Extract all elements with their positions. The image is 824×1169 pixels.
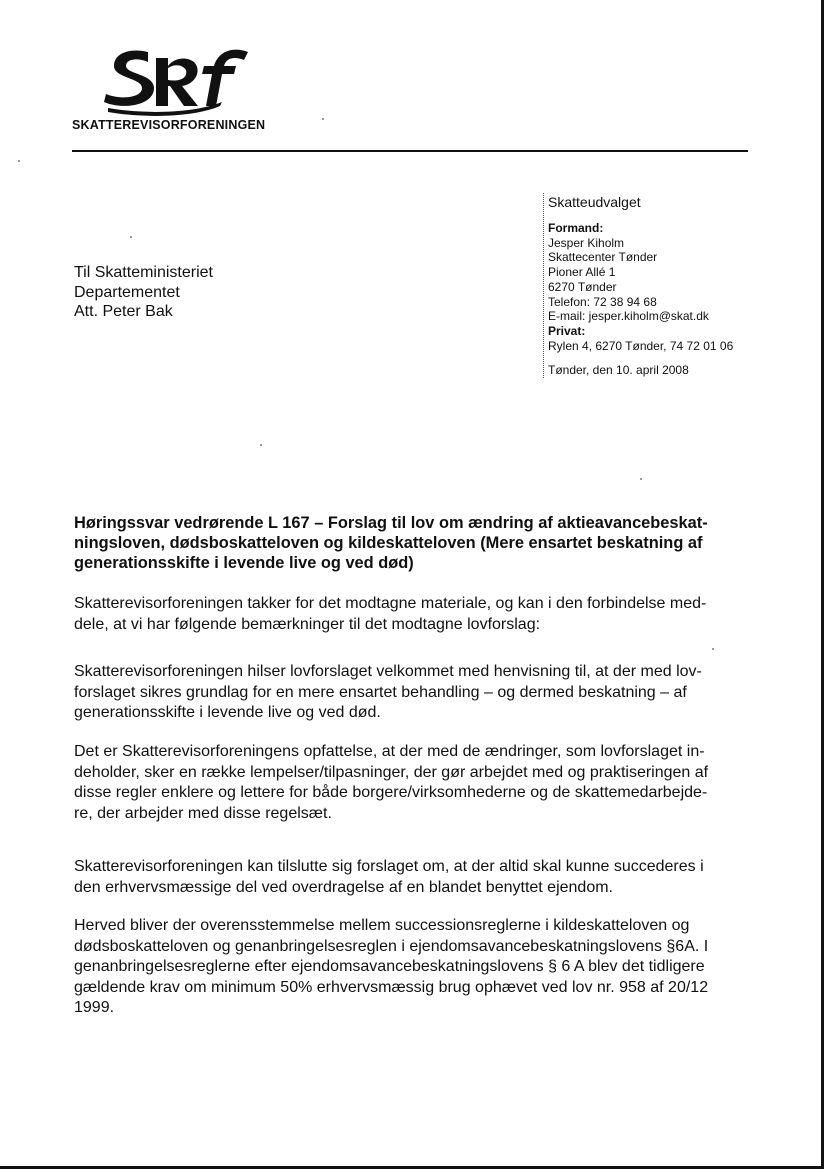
body-line: disse regler enklere og lettere for både borgere/virksomhederne og de skattemedarbejde- <box>74 784 708 801</box>
body-line: Skatterevisorforeningen hilser lovforslaget velkommet med henvisning til, at der med lov- <box>74 663 702 680</box>
scan-speck <box>640 478 642 480</box>
body-line: deholder, sker en række lempelser/tilpasninger, der gør arbejdet med og praktiseringen af <box>74 763 709 781</box>
letter-subject <box>74 513 734 573</box>
chair-line: Jesper Kiholm <box>548 235 625 250</box>
scan-speck <box>260 444 262 446</box>
body-paragraph <box>74 742 740 824</box>
sender-organisation: Skatteudvalget <box>548 194 641 210</box>
body-paragraph <box>74 594 740 635</box>
body-paragraph <box>74 662 740 724</box>
scan-speck <box>18 160 20 162</box>
addressee-line: Til Skatteministeriet <box>74 264 213 281</box>
body-line: generationsskifte i levende live og ved død. <box>74 704 381 721</box>
sender-block <box>543 193 763 378</box>
chair-line: E-mail: jesper.kiholm@skat.dk <box>548 309 709 324</box>
chair-line: Skattecenter Tønder <box>548 250 658 265</box>
body-line: re, der arbejder med disse regelsæt. <box>74 804 332 822</box>
addressee-line: Att. Peter Bak <box>74 303 173 320</box>
chair-line: Telefon: 72 38 94 68 <box>548 294 657 309</box>
addressee-line: Departementet <box>74 283 180 301</box>
subject-line: Høringssvar vedrørende L 167 – Forslag til lov om ændring af aktieavancebeskat- <box>74 514 708 532</box>
chair-line: Pioner Allé 1 <box>548 265 616 280</box>
body-line: dele, at vi har følgende bemærkninger til det modtagne lovforslag: <box>74 615 541 633</box>
letter-date: Tønder, den 10. april 2008 <box>548 363 689 378</box>
srf-logo-icon <box>102 44 250 116</box>
letterhead-logo <box>72 44 272 136</box>
logo-text: SKATTEREVISORFORENINGEN <box>72 118 266 132</box>
body-line: Skatterevisorforeningen takker for det modtagne materiale, og kan i den forbindelse med- <box>74 595 707 612</box>
body-line: genanbringelsesreglerne efter ejendomsavancebeskatningslovens § 6 A blev det tidligere <box>74 958 705 975</box>
body-line: forslaget sikres grundlag for en mere ensartet behandling – og dermed beskatning – af <box>74 683 687 701</box>
body-line: 1999. <box>74 999 115 1016</box>
scan-speck <box>130 236 132 238</box>
private-label: Privat: <box>548 323 586 338</box>
body-line: Skatterevisorforeningen kan tilslutte sig forslaget om, at der altid skal kunne succederes i <box>74 858 704 875</box>
private-line: Rylen 4, 6270 Tønder, 74 72 01 06 <box>548 338 734 353</box>
header-rule <box>72 150 748 152</box>
body-line: gældende krav om minimum 50% erhvervsmæssig brug ophævet ved lov nr. 958 af 20/12 <box>74 978 709 996</box>
body-paragraph <box>74 916 740 1019</box>
body-line: den erhvervsmæssige del ved overdragelse af en blandet benyttet ejendom. <box>74 878 613 896</box>
scan-speck <box>712 648 714 650</box>
subject-line: ningsloven, dødsboskatteloven og kildeskatteloven (Mere ensartet beskatning af <box>74 534 703 552</box>
body-line: Det er Skatterevisorforeningens opfattelse, at der med de ændringer, som lovforslaget in- <box>74 743 705 760</box>
addressee-block <box>74 263 213 322</box>
chair-line: 6270 Tønder <box>548 279 617 294</box>
scan-speck <box>322 118 324 120</box>
body-line: dødsboskatteloven og genanbringelsesreglen i ejendomsavancebeskatningslovens §6A. I <box>74 937 709 955</box>
body-line: Herved bliver der overensstemmelse mellem successionsreglerne i kildeskatteloven og <box>74 917 690 934</box>
subject-line: generationsskifte i levende live og ved død) <box>74 554 414 572</box>
chair-label: Formand: <box>548 221 604 235</box>
body-paragraph <box>74 857 740 898</box>
